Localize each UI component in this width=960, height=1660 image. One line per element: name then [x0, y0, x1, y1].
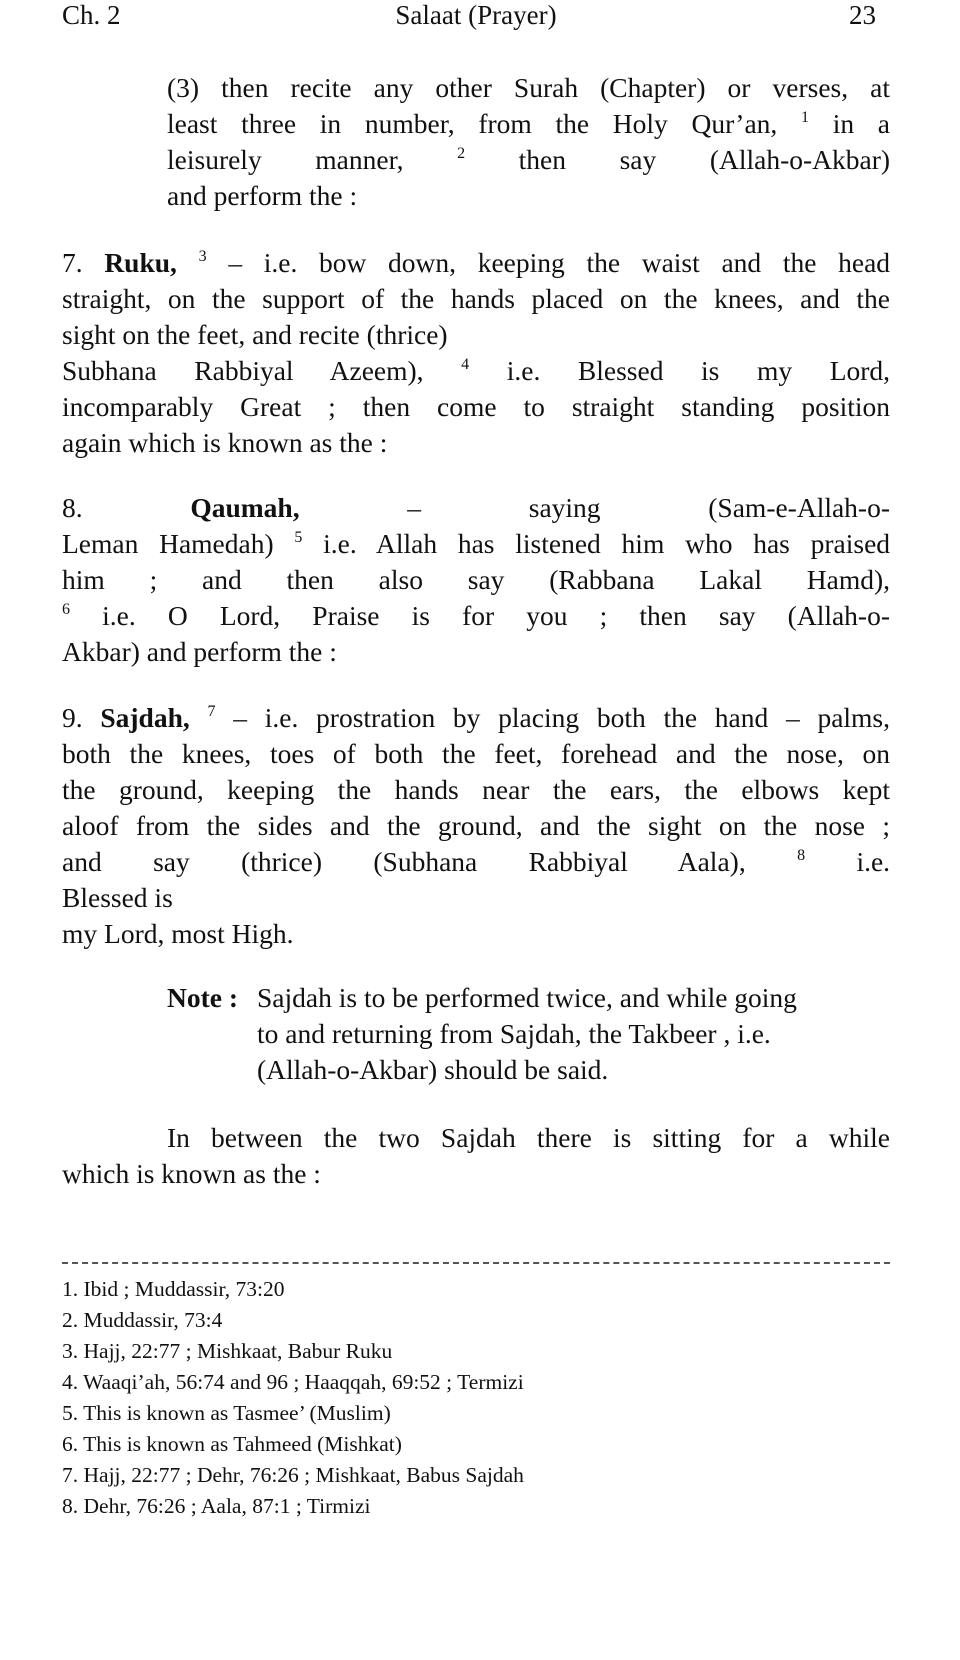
qaumah-line-2: Leman Hamedah) $^5$ i.e. Allah has listened him who has praised [62, 528, 891, 559]
intro-paragraph [167, 70, 890, 214]
note-block [167, 980, 890, 1090]
footnote-ref-6: 6 [62, 601, 70, 618]
ruku-line-3: sight on the feet, and recite (thrice) [62, 319, 448, 350]
note-body [257, 980, 890, 1088]
qaumah-line-5: Akbar) and perform the : [62, 636, 337, 667]
note-line-3: (Allah-o-Akbar) should be said. [257, 1054, 609, 1085]
footnote-5: 5. This is known as Tasmee’ (Muslim) [62, 1401, 391, 1425]
footnote-8: 8. Dehr, 76:26 ; Aala, 87:1 ; Tirmizi [62, 1494, 371, 1518]
qaumah-line-4: $^6$ i.e. O Lord, Praise is for you ; then say (Allah-o- [62, 600, 890, 631]
footnote-ref-5: 5 [294, 529, 303, 546]
sajdah-line-4: aloof from the sides and the ground, and the sight on the nose ; [62, 810, 890, 841]
between-line-2: which is known as the : [62, 1158, 321, 1189]
ruku-line-2: straight, on the support of the hands placed on the knees, and the [62, 283, 890, 314]
footnote-2: 2. Muddassir, 73:4 [62, 1308, 223, 1332]
ruku-line-5: incomparably Great ; then come to straight standing position [62, 391, 890, 422]
page-number: 23 [849, 0, 876, 30]
sajdah-line-7: my Lord, most High. [62, 918, 294, 949]
footnote-4: 4. Waaqi’ah, 56:74 and 96 ; Haaqqah, 69:52 ; Termizi [62, 1370, 524, 1394]
footnote-3: 3. Hajj, 22:77 ; Mishkaat, Babur Ruku [62, 1339, 393, 1363]
page-header [62, 0, 890, 40]
sajdah-line-5: and say (thrice) (Subhana Rabbiyal Aala), $^8$ i.e. [62, 846, 891, 877]
intro-line-1: (3) then recite any other Surah (Chapter) or verses, at [167, 72, 890, 103]
footnote-divider [62, 1262, 890, 1264]
qaumah-paragraph [62, 490, 890, 670]
sajdah-term: Sajdah, [100, 702, 190, 733]
running-title: Salaat (Prayer) [395, 0, 557, 30]
footnote-ref-1: 1 [800, 109, 809, 126]
footnote-ref-4: 4 [461, 356, 470, 373]
sajdah-line-1: 9. Sajdah, $^7$ – i.e. prostration by placing both the hand – palms, [62, 702, 891, 733]
chapter-label: Ch. 2 [62, 0, 121, 30]
footnotes [62, 1274, 890, 1522]
ruku-paragraph [62, 245, 890, 461]
footnote-ref-3: 3 [198, 248, 207, 265]
qaumah-term: Qaumah, [190, 492, 300, 523]
footnote-ref-7: 7 [207, 703, 216, 720]
sajdah-line-3: the ground, keeping the hands near the ears, the elbows kept [62, 774, 890, 805]
ruku-line-6: again which is known as the : [62, 427, 388, 458]
qaumah-line-3: him ; and then also say (Rabbana Lakal Hamd), [62, 564, 890, 595]
sajdah-line-2: both the knees, toes of both the feet, forehead and the nose, on [62, 738, 890, 769]
ruku-line-4: Subhana Rabbiyal Azeem), $^4$ i.e. Blessed is my Lord, [62, 355, 891, 386]
footnote-1: 1. Ibid ; Muddassir, 73:20 [62, 1277, 285, 1301]
ruku-line-1: 7. Ruku, $^3$ – i.e. bow down, keeping the waist and the head [62, 247, 891, 278]
footnote-7: 7. Hajj, 22:77 ; Dehr, 76:26 ; Mishkaat, Babus Sajdah [62, 1463, 524, 1487]
ruku-term: Ruku, [104, 247, 177, 278]
intro-line-2: least three in number, from the Holy Qur’an, $^1$ in a [167, 108, 890, 139]
intro-line-4: and perform the : [167, 180, 358, 211]
qaumah-line-1: 8. Qaumah, – saying (Sam-e-Allah-o- [62, 492, 890, 523]
sajdah-paragraph [62, 700, 890, 952]
note-line-1: Sajdah is to be performed twice, and while going [257, 982, 797, 1013]
footnote-ref-2: 2 [457, 145, 466, 162]
footnote-6: 6. This is known as Tahmeed (Mishkat) [62, 1432, 402, 1456]
intro-line-3: leisurely manner, $^2$ then say (Allah-o-Akbar) [167, 144, 891, 175]
between-paragraph [62, 1120, 890, 1192]
note-label: Note : [167, 982, 239, 1013]
between-line-1: In between the two Sajdah there is sitting for a while [167, 1122, 890, 1153]
footnote-ref-8: 8 [797, 847, 806, 864]
sajdah-line-6: Blessed is [62, 882, 173, 913]
note-line-2: to and returning from Sajdah, the Takbeer , i.e. [257, 1018, 771, 1049]
